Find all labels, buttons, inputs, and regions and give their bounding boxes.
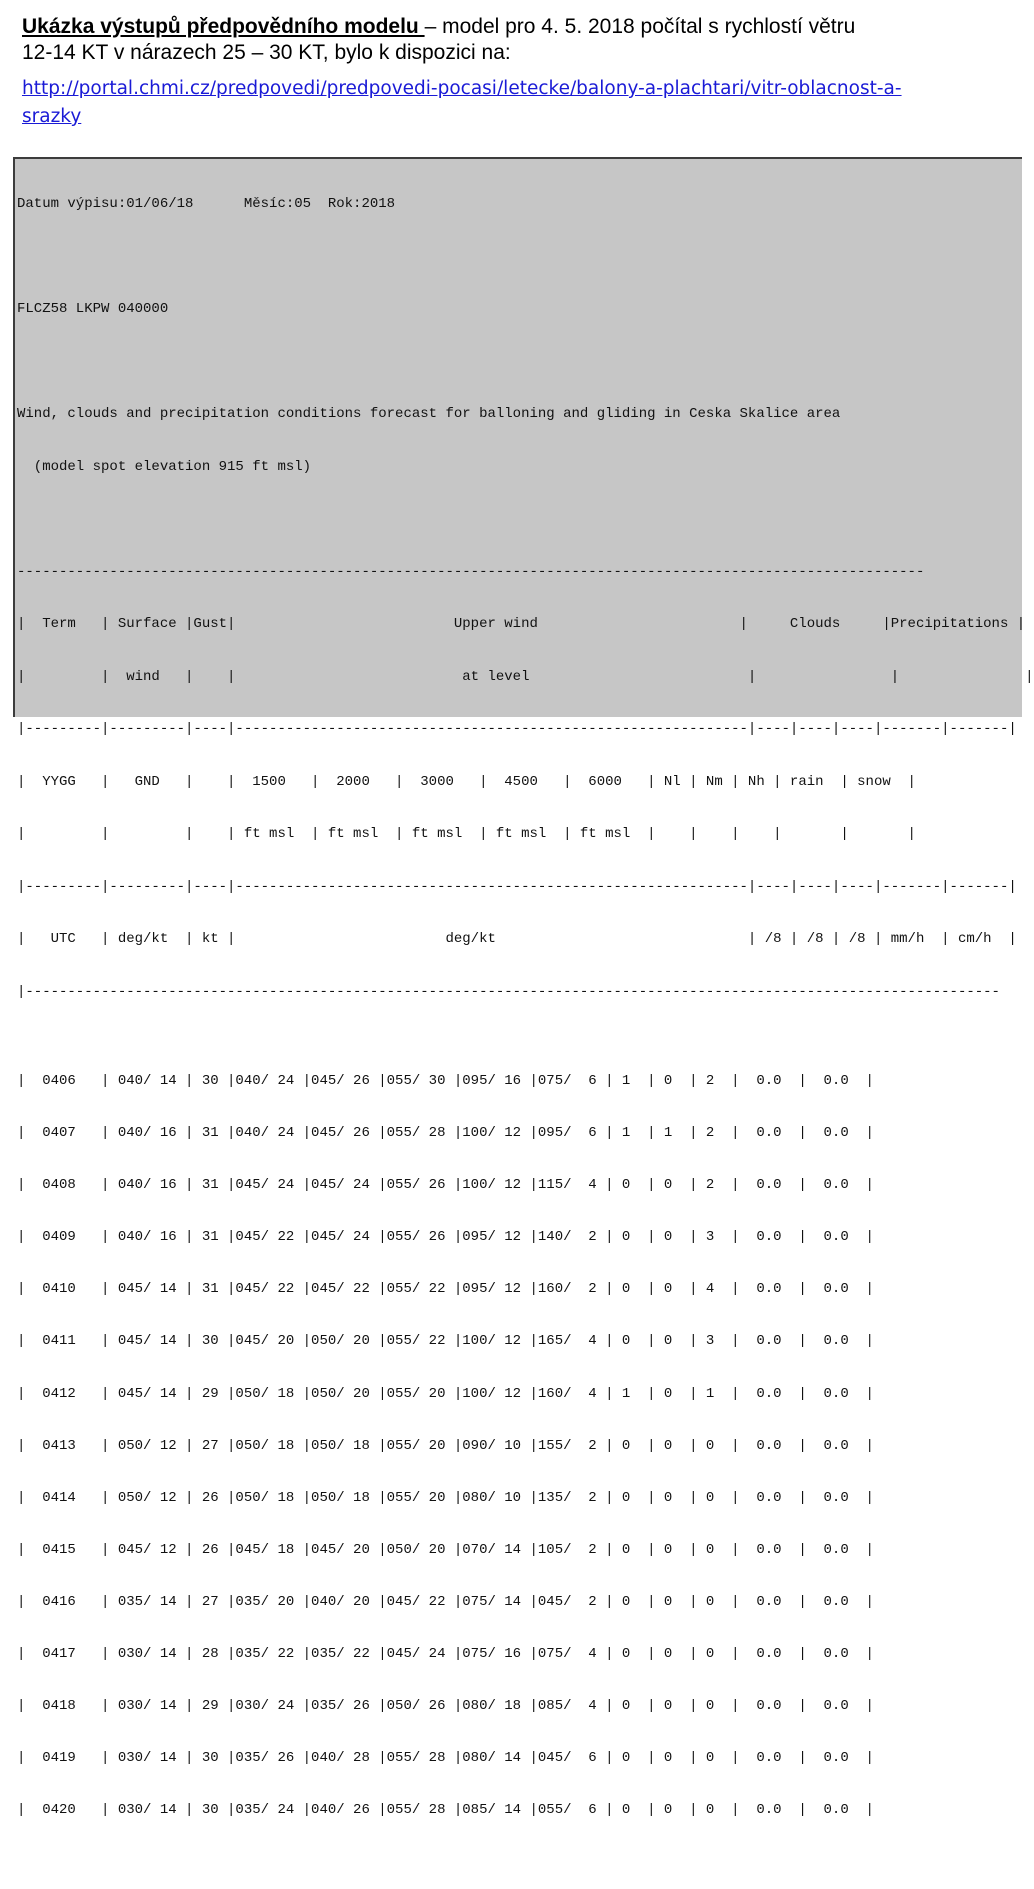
table-header-row5: | UTC | deg/kt | kt | deg/kt | /8 | /8 | /8 | mm/h | cm/h | [17, 931, 1017, 947]
table-rule-mid3: |-------------------------------------------------------------------------------------------------------------------- [17, 983, 1000, 1000]
blank-line [17, 249, 1022, 267]
table-rule-top: ------------------------------------------------------------------------------------------------------------ [17, 563, 925, 580]
intro-text-line2: 12-14 KT v nárazech 25 – 30 KT, bylo k dispozici na: [22, 41, 511, 64]
table-row: | 0420 | 030/ 14 | 30 |035/ 24 |040/ 26 |055/ 28 |085/ 14 |055/ 6 | 0 | 0 | 0 | 0.0 | 0.0 | [17, 1802, 874, 1819]
forecast-report-screenshot [13, 157, 1034, 1819]
intro-text-line1: – model pro 4. 5. 2018 počítal s rychlostí větru [424, 15, 856, 38]
table-row: | 0411 | 045/ 14 | 30 |045/ 20 |050/ 20 |055/ 22 |100/ 12 |165/ 4 | 0 | 0 | 3 | 0.0 | 0.0 | [17, 1333, 874, 1350]
intro-title: Ukázka výstupů předpovědního modelu [22, 15, 425, 38]
blank-line [17, 511, 1022, 529]
table-row: | 0414 | 050/ 12 | 26 |050/ 18 |050/ 18 |055/ 20 |080/ 10 |135/ 2 | 0 | 0 | 0 | 0.0 | 0.0 | [17, 1489, 874, 1506]
table-row: | 0417 | 030/ 14 | 28 |035/ 22 |035/ 22 |045/ 24 |075/ 16 |075/ 4 | 0 | 0 | 0 | 0.0 | 0.0 | [17, 1646, 874, 1663]
table-row: | 0410 | 045/ 14 | 31 |045/ 22 |045/ 22 |055/ 22 |095/ 12 |160/ 2 | 0 | 0 | 4 | 0.0 | 0.0 | [17, 1281, 874, 1298]
table-header-row1: | Term | Surface |Gust| Upper wind | Clouds |Precipitations | [17, 616, 1026, 632]
table-row: | 0415 | 045/ 12 | 26 |045/ 18 |045/ 20 |050/ 20 |070/ 14 |105/ 2 | 0 | 0 | 0 | 0.0 | 0.0 | [17, 1541, 874, 1558]
table-row: | 0416 | 035/ 14 | 27 |035/ 20 |040/ 20 |045/ 22 |075/ 14 |045/ 2 | 0 | 0 | 0 | 0.0 | 0.0 | [17, 1593, 874, 1610]
document-intro [22, 14, 1012, 66]
table-row: | 0419 | 030/ 14 | 30 |035/ 26 |040/ 28 |055/ 28 |080/ 14 |045/ 6 | 0 | 0 | 0 | 0.0 | 0.0 | [17, 1750, 874, 1767]
forecast-link-part1[interactable]: http://portal.chmi.cz/predpovedi/predpovedi-pocasi/letecke/balony-a-plachtari/vitr-oblacnost-a- [22, 78, 902, 99]
table-row: | 0406 | 040/ 14 | 30 |040/ 24 |045/ 26 |055/ 30 |095/ 16 |075/ 6 | 1 | 0 | 2 | 0.0 | 0.0 | [17, 1073, 874, 1089]
forecast-link-part2[interactable]: srazky [22, 106, 82, 127]
table-rule-mid1: |---------|---------|----|-------------------------------------------------------------|----|----|----|-------|-------| [17, 721, 1017, 737]
report-station-line: FLCZ58 LKPW 040000 [17, 301, 169, 317]
report-meta-line: Datum výpisu:01/06/18 Měsíc:05 Rok:2018 [17, 196, 396, 212]
table-row: | 0408 | 040/ 16 | 31 |045/ 24 |045/ 24 |055/ 26 |100/ 12 |115/ 4 | 0 | 0 | 2 | 0.0 | 0.0 | [17, 1177, 874, 1194]
table-header-row3: | YYGG | GND | | 1500 | 2000 | 3000 | 4500 | 6000 | Nl | Nm | Nh | rain | snow | [17, 773, 916, 790]
table-row: | 0413 | 050/ 12 | 27 |050/ 18 |050/ 18 |055/ 20 |090/ 10 |155/ 2 | 0 | 0 | 0 | 0.0 | 0.0 | [17, 1437, 874, 1454]
blank-line [17, 354, 1022, 372]
report-description-line1: Wind, clouds and precipitation conditions forecast for balloning and gliding in Ceska Skalice area [17, 406, 841, 422]
report-description-line2: (model spot elevation 915 ft msl) [17, 458, 312, 475]
table-row: | 0407 | 040/ 16 | 31 |040/ 24 |045/ 26 |055/ 28 |100/ 12 |095/ 6 | 1 | 1 | 2 | 0.0 | 0.0 | [17, 1125, 874, 1142]
table-header-row2: | | wind | | at level | | | [17, 668, 1034, 685]
table-row: | 0418 | 030/ 14 | 29 |030/ 24 |035/ 26 |050/ 26 |080/ 18 |085/ 4 | 0 | 0 | 0 | 0.0 | 0.0 | [17, 1698, 874, 1715]
table-row: | 0412 | 045/ 14 | 29 |050/ 18 |050/ 20 |055/ 20 |100/ 12 |160/ 4 | 1 | 0 | 1 | 0.0 | 0.0 | [17, 1385, 874, 1402]
table-row: | 0409 | 040/ 16 | 31 |045/ 22 |045/ 24 |055/ 26 |095/ 12 |140/ 2 | 0 | 0 | 3 | 0.0 | 0.0 | [17, 1229, 874, 1246]
table-rule-mid2: |---------|---------|----|-------------------------------------------------------------|----|----|----|-------|-------| [17, 878, 1017, 895]
table-header-row4: | | | | ft msl | ft msl | ft msl | ft msl | ft msl | | | | | | [17, 826, 916, 842]
